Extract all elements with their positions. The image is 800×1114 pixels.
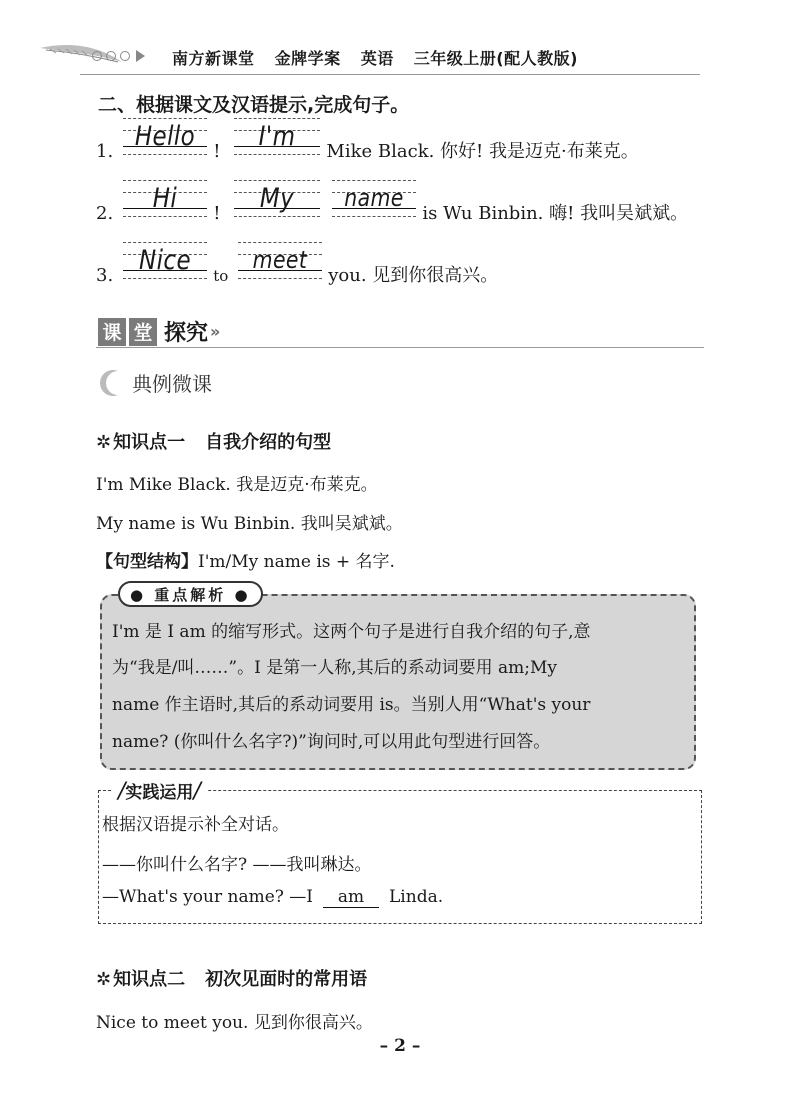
section-heading-ketang (98, 316, 220, 347)
structure-label: 【句型结构】 (96, 552, 198, 572)
dialogue-line-english (102, 887, 443, 908)
exercise-item-1 (96, 118, 639, 164)
header-book: 金牌学案 (274, 49, 341, 68)
punctuation: ! (213, 203, 221, 224)
answer-blank[interactable] (238, 242, 322, 288)
punctuation: ! (213, 141, 221, 162)
header-grade: 三年级上册(配人教版) (413, 49, 578, 68)
answer-blank[interactable] (234, 180, 320, 226)
answer-text: name (344, 184, 405, 212)
example-sentence: My name is Wu Binbin. 我叫吴斌斌。 (96, 514, 403, 534)
example-sentence: I'm Mike Black. 我是迈克·布莱克。 (96, 475, 378, 495)
connector-word: to (213, 267, 229, 285)
sentence-tail: you. 见到你很高兴。 (328, 265, 499, 286)
star-icon: ✲ (96, 432, 112, 453)
structure-text: I'm/My name is + 名字. (198, 552, 395, 572)
subheading-dianli (100, 368, 212, 397)
example-sentence: Nice to meet you. 见到你很高兴。 (96, 1013, 373, 1033)
practice-answer-blank[interactable]: am (323, 887, 379, 908)
kp-topic: 自我介绍的句型 (205, 432, 332, 453)
exercise-item-3 (96, 242, 498, 288)
sentence-tail: is Wu Binbin. 嗨! 我叫吴斌斌。 (422, 203, 689, 224)
answer-blank[interactable] (123, 180, 207, 226)
running-header (172, 46, 592, 69)
practice-title-text: 实践运用 (125, 783, 194, 803)
dialogue-name: Linda. (389, 887, 444, 907)
keypoint-line: name? (你叫什么名字?)”询问时,可以用此句型进行回答。 (112, 732, 551, 752)
kp-label: 知识点一 (113, 432, 186, 453)
practice-title: /实践运用/ (112, 778, 207, 804)
answer-text: My (260, 183, 295, 214)
item-number: 1. (96, 141, 114, 162)
knowledge-point-2-title (96, 965, 367, 991)
heading-text: 探究 (164, 321, 209, 346)
keypoint-line: name 作主语时,其后的系动词要用 is。当别人用“What's your (112, 695, 591, 715)
sentence-tail: Mike Black. 你好! 我是迈克·布莱克。 (326, 141, 639, 162)
item-number: 2. (96, 203, 114, 224)
answer-blank[interactable] (123, 242, 207, 288)
practice-instruction: 根据汉语提示补全对话。 (102, 815, 289, 835)
subheading-text: 典例微课 (132, 372, 212, 396)
header-divider (80, 74, 700, 75)
answer-blank[interactable] (332, 180, 416, 226)
answer-text: I'm (259, 121, 296, 152)
page-number: – 2 – (379, 1036, 421, 1056)
answer-text: meet (252, 246, 308, 274)
header-series: 南方新课堂 (172, 49, 255, 68)
header-subject: 英语 (360, 49, 394, 68)
heading-char: 课 (98, 318, 126, 346)
sentence-structure (96, 547, 395, 572)
answer-text: Nice (139, 245, 192, 276)
star-icon: ✲ (96, 969, 112, 990)
header-dots-decoration (92, 50, 145, 62)
double-chevron-icon: » (210, 322, 221, 341)
answer-blank[interactable] (123, 118, 207, 164)
answer-blank[interactable] (234, 118, 320, 164)
keypoint-line: 为“我是/叫……”。I 是第一人称,其后的系动词要用 am;My (112, 658, 558, 678)
keypoint-badge: ● 重点解析 ● (118, 581, 263, 607)
item-number: 3. (96, 265, 114, 286)
kp-topic: 初次见面时的常用语 (205, 969, 368, 990)
kp-label: 知识点二 (113, 969, 186, 990)
heading-char: 堂 (129, 318, 157, 346)
section-title: 二、根据课文及汉语提示,完成句子。 (98, 94, 410, 116)
crescent-icon (100, 369, 124, 397)
dialogue-question: —What's your name? —I (102, 887, 314, 907)
section-divider (96, 347, 704, 348)
answer-text: Hi (152, 183, 178, 214)
exercise-item-2 (96, 180, 688, 226)
dialogue-line-chinese: ——你叫什么名字? ——我叫琳达。 (102, 855, 372, 875)
keypoint-line: I'm 是 I am 的缩写形式。这两个句子是进行自我介绍的句子,意 (112, 622, 591, 642)
knowledge-point-1-title (96, 428, 331, 454)
answer-text: Hello (135, 121, 196, 152)
